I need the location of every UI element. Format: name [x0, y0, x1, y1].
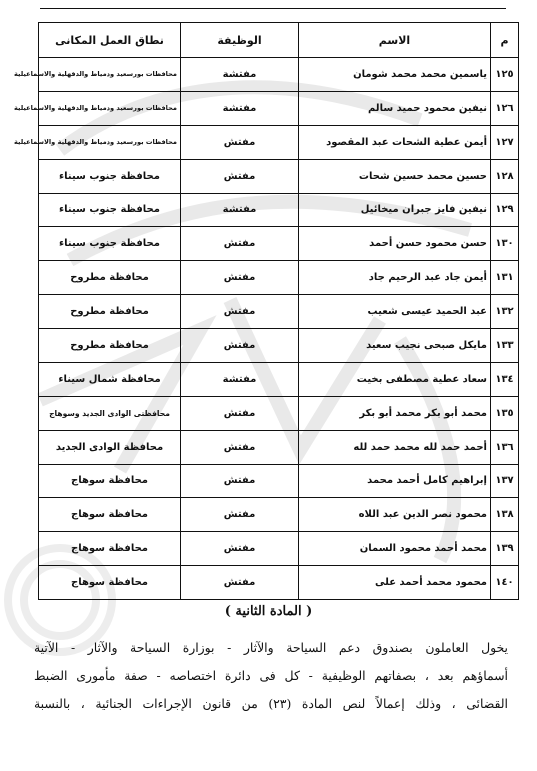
cell-region: محافظة جنوب سيناء	[39, 159, 181, 193]
cell-job: مفتشة	[181, 91, 299, 125]
article-body	[34, 634, 508, 718]
cell-job: مفتش	[181, 159, 299, 193]
cell-region: محافظة مطروح	[39, 329, 181, 363]
cell-region: محافظات بورسعيد ودمياط والدقهلية والاسماعيلية	[39, 58, 181, 92]
cell-region: محافظة سوهاج	[39, 498, 181, 532]
table-row	[39, 227, 519, 261]
cell-name: سعاد عطية مصطفى بخيت	[299, 362, 491, 396]
cell-num: ١٣٦	[491, 430, 519, 464]
cell-name: إبراهيم كامل أحمد محمد	[299, 464, 491, 498]
cell-region: محافظات بورسعيد ودمياط والدقهلية والاسماعيلية	[39, 91, 181, 125]
cell-region: محافظة مطروح	[39, 295, 181, 329]
cell-job: مفتش	[181, 295, 299, 329]
cell-name: نيفين محمود حميد سالم	[299, 91, 491, 125]
table-row	[39, 464, 519, 498]
cell-name: محمود نصر الدين عبد اللاه	[299, 498, 491, 532]
header-num: م	[491, 23, 519, 58]
cell-num: ١٣٤	[491, 362, 519, 396]
header-name: الاسم	[299, 23, 491, 58]
cell-region: محافظتى الوادى الجديد وسوهاج	[39, 396, 181, 430]
cell-region: محافظة سوهاج	[39, 532, 181, 566]
table-row	[39, 261, 519, 295]
top-rule	[40, 8, 506, 9]
cell-name: نيفين فايز جبران ميخائيل	[299, 193, 491, 227]
table-row	[39, 193, 519, 227]
cell-num: ١٢٧	[491, 125, 519, 159]
cell-num: ١٣٣	[491, 329, 519, 363]
cell-region: محافظة جنوب سيناء	[39, 193, 181, 227]
cell-num: ١٢٨	[491, 159, 519, 193]
article-title: ( المادة الثانية )	[224, 604, 313, 619]
table-row	[39, 295, 519, 329]
cell-job: مفتش	[181, 261, 299, 295]
cell-name: أيمن عطية الشحات عبد المقصود	[299, 125, 491, 159]
table-row	[39, 91, 519, 125]
cell-num: ١٣٢	[491, 295, 519, 329]
table-row	[39, 362, 519, 396]
roster-table	[14, 22, 519, 600]
cell-job: مفتش	[181, 125, 299, 159]
cell-job: مفتش	[181, 566, 299, 600]
cell-region: محافظة سوهاج	[39, 566, 181, 600]
table-row	[39, 498, 519, 532]
cell-num: ١٣٨	[491, 498, 519, 532]
cell-region: محافظات بورسعيد ودمياط والدقهلية والاسماعيلية	[39, 125, 181, 159]
article-line: يخول العاملون بصندوق دعم السياحة والآثار - بوزارة السياحة والآثار - الآتية	[34, 640, 508, 655]
cell-job: مفتش	[181, 396, 299, 430]
header-region: نطاق العمل المكانى	[39, 23, 181, 58]
cell-num: ١٢٥	[491, 58, 519, 92]
cell-num: ١٢٦	[491, 91, 519, 125]
cell-name: حسين محمد حسين شحات	[299, 159, 491, 193]
cell-region: محافظة الوادى الجديد	[39, 430, 181, 464]
cell-name: حسن محمود حسن أحمد	[299, 227, 491, 261]
cell-job: مفتش	[181, 227, 299, 261]
cell-job: مفتشة	[181, 193, 299, 227]
cell-job: مفتش	[181, 464, 299, 498]
cell-region: محافظة سوهاج	[39, 464, 181, 498]
cell-num: ١٣٩	[491, 532, 519, 566]
cell-job: مفتش	[181, 498, 299, 532]
table-row	[39, 329, 519, 363]
cell-region: محافظة جنوب سيناء	[39, 227, 181, 261]
cell-job: مفتش	[181, 430, 299, 464]
table-row	[39, 396, 519, 430]
cell-name: عبد الحميد عيسى شعيب	[299, 295, 491, 329]
cell-name: محمود محمد أحمد على	[299, 566, 491, 600]
cell-name: أحمد حمد لله محمد حمد لله	[299, 430, 491, 464]
cell-name: ياسمين محمد محمد شومان	[299, 58, 491, 92]
cell-job: مفتشة	[181, 362, 299, 396]
cell-name: محمد أبو بكر محمد أبو بكر	[299, 396, 491, 430]
cell-job: مفتشة	[181, 58, 299, 92]
cell-job: مفتش	[181, 329, 299, 363]
cell-num: ١٣٥	[491, 396, 519, 430]
cell-num: ١٣٧	[491, 464, 519, 498]
cell-num: ١٣٠	[491, 227, 519, 261]
table-header-row	[39, 23, 519, 58]
table-row	[39, 125, 519, 159]
table-row	[39, 58, 519, 92]
cell-job: مفتش	[181, 532, 299, 566]
cell-num: ١٣١	[491, 261, 519, 295]
table-row	[39, 159, 519, 193]
table-row	[39, 566, 519, 600]
table-row	[39, 430, 519, 464]
table-row	[39, 532, 519, 566]
cell-region: محافظة شمال سيناء	[39, 362, 181, 396]
cell-region: محافظة مطروح	[39, 261, 181, 295]
header-job: الوظيفة	[181, 23, 299, 58]
cell-num: ١٤٠	[491, 566, 519, 600]
cell-num: ١٢٩	[491, 193, 519, 227]
cell-name: محمد أحمد محمود السمان	[299, 532, 491, 566]
cell-name: أيمن جاد عبد الرحيم جاد	[299, 261, 491, 295]
article-line: القضائى ، وذلك إعمالاً لنص المادة (٢٣) من قانون الإجراءات الجنائية ، بالنسبة	[34, 696, 508, 711]
article-line: أسماؤهم بعد ، بصفاتهم الوظيفية - كل فى دائرة اختصاصه - صفة مأمورى الضبط	[34, 668, 508, 683]
cell-name: مايكل صبحى نجيب سعيد	[299, 329, 491, 363]
